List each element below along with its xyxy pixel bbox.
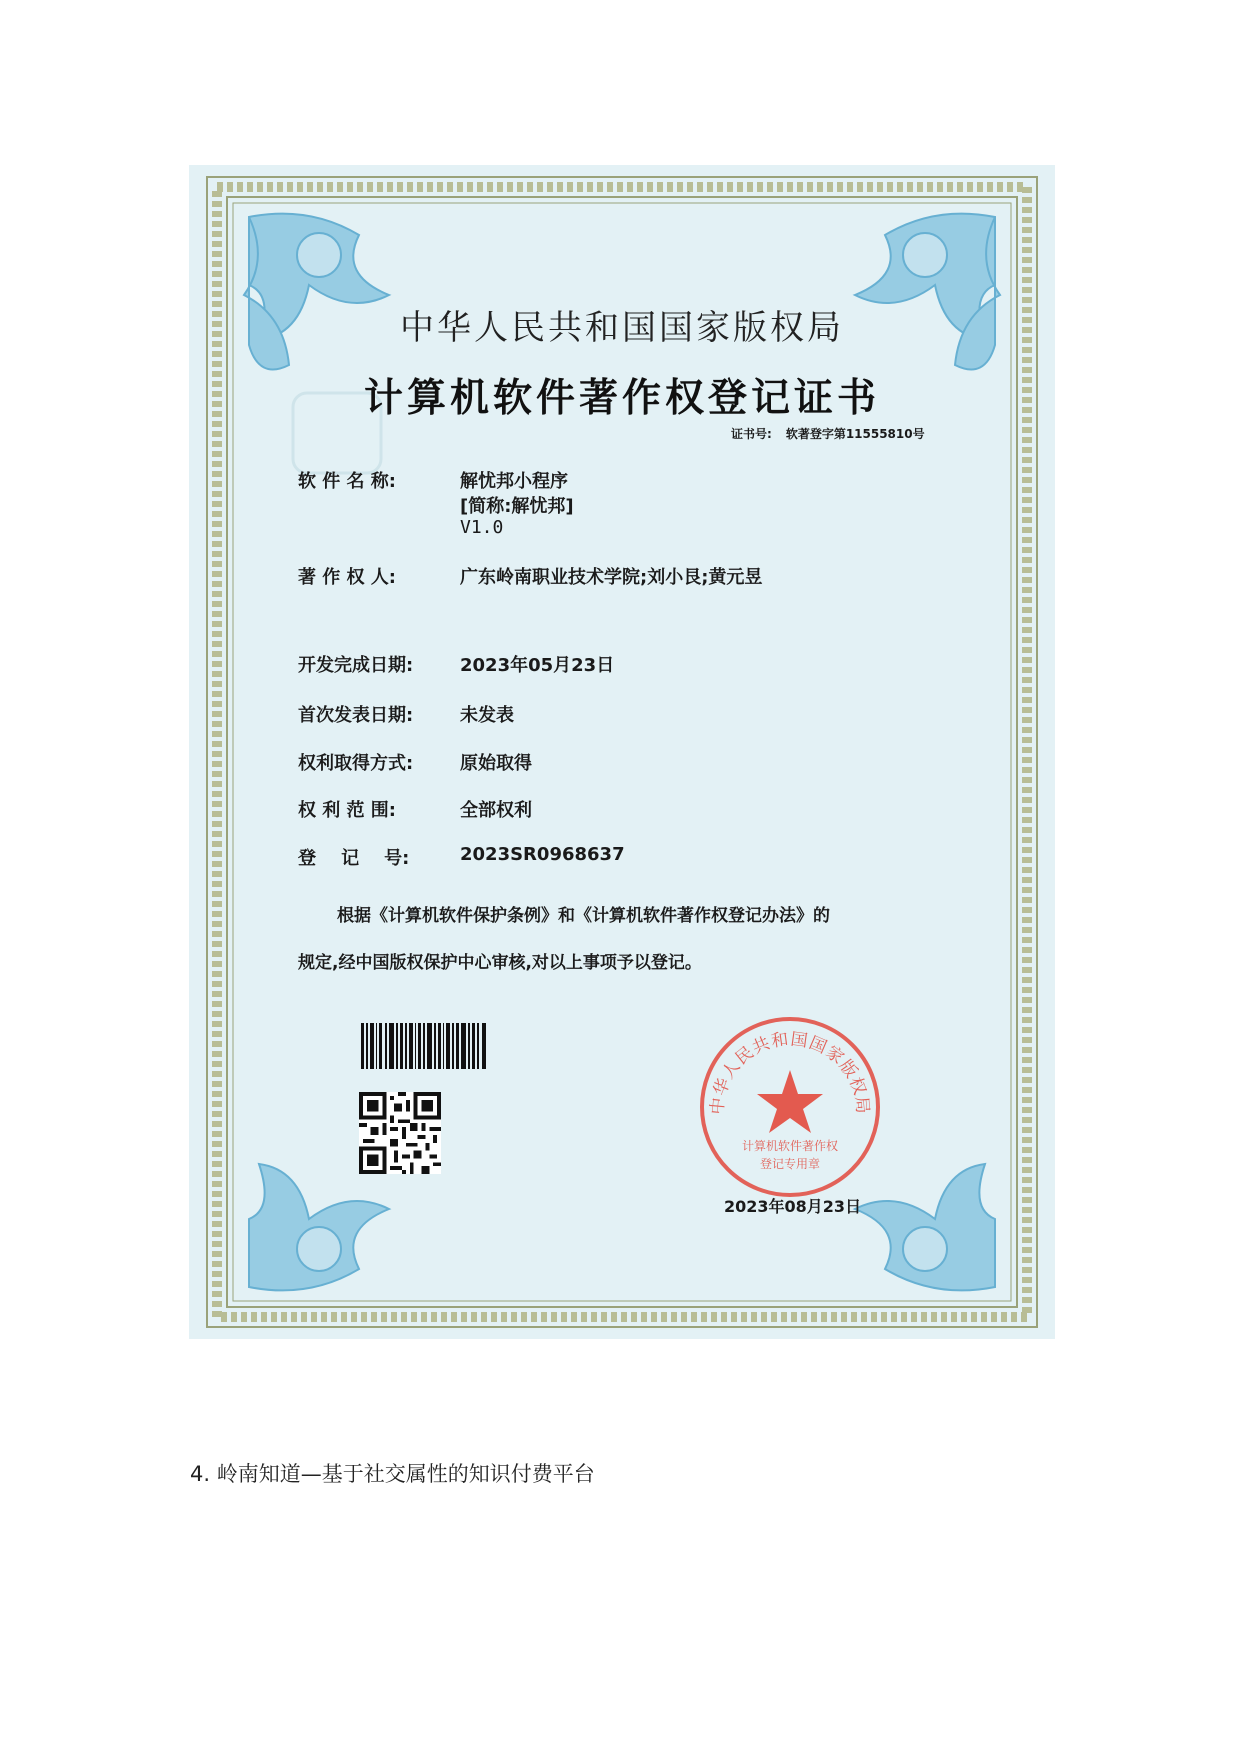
seal-line-1: 计算机软件著作权 [741, 1139, 839, 1153]
acquire-label: 权利取得方式: [298, 753, 414, 774]
acquire-value: 原始取得 [460, 753, 532, 774]
barcode-icon [361, 1023, 487, 1069]
issue-date: 2023年08月23日 [724, 1197, 862, 1216]
dev-date-label: 开发完成日期: [298, 655, 414, 676]
certificate-image [189, 165, 1055, 1339]
issuer-title: 中华人民共和国国家版权局 [400, 308, 844, 348]
certificate-title: 计算机软件著作权登记证书 [363, 375, 880, 421]
certificate-number [731, 425, 925, 442]
dev-date-value: 2023年05月23日 [460, 655, 615, 676]
software-short-name: [简称:解忧邦] [460, 496, 574, 517]
software-name-label: 软 件 名 称: [298, 471, 396, 492]
pub-date-label: 首次发表日期: [298, 705, 414, 726]
reg-no-label: 登 记 号: [298, 848, 410, 869]
official-seal-icon [695, 1012, 885, 1202]
seal-line-2: 登记专用章 [759, 1157, 821, 1171]
pub-date-value: 未发表 [460, 705, 514, 726]
statement-line-2: 规定,经中国版权保护中心审核,对以上事项予以登记。 [298, 953, 702, 973]
certificate-number-value: 软著登字第11555810号 [785, 427, 925, 441]
seal-ring-text: 中华人民共和国国家版权局 [707, 1029, 873, 1116]
statement-line-1: 根据《计算机软件保护条例》和《计算机软件著作权登记办法》的 [337, 906, 830, 926]
scope-value: 全部权利 [460, 800, 532, 821]
software-version: V1.0 [460, 517, 504, 538]
document-caption: 4. 岭南知道—基于社交属性的知识付费平台 [190, 1462, 595, 1486]
owner-value: 广东岭南职业技术学院;刘小艮;黄元昱 [460, 567, 763, 588]
owner-label: 著 作 权 人: [298, 567, 396, 588]
certificate-number-label: 证书号: [731, 427, 772, 441]
star-icon [757, 1070, 823, 1133]
qr-code-icon [359, 1092, 441, 1174]
software-name-value: 解忧邦小程序 [460, 471, 568, 492]
reg-no-value: 2023SR0968637 [460, 844, 625, 865]
scope-label: 权 利 范 围: [298, 800, 396, 821]
